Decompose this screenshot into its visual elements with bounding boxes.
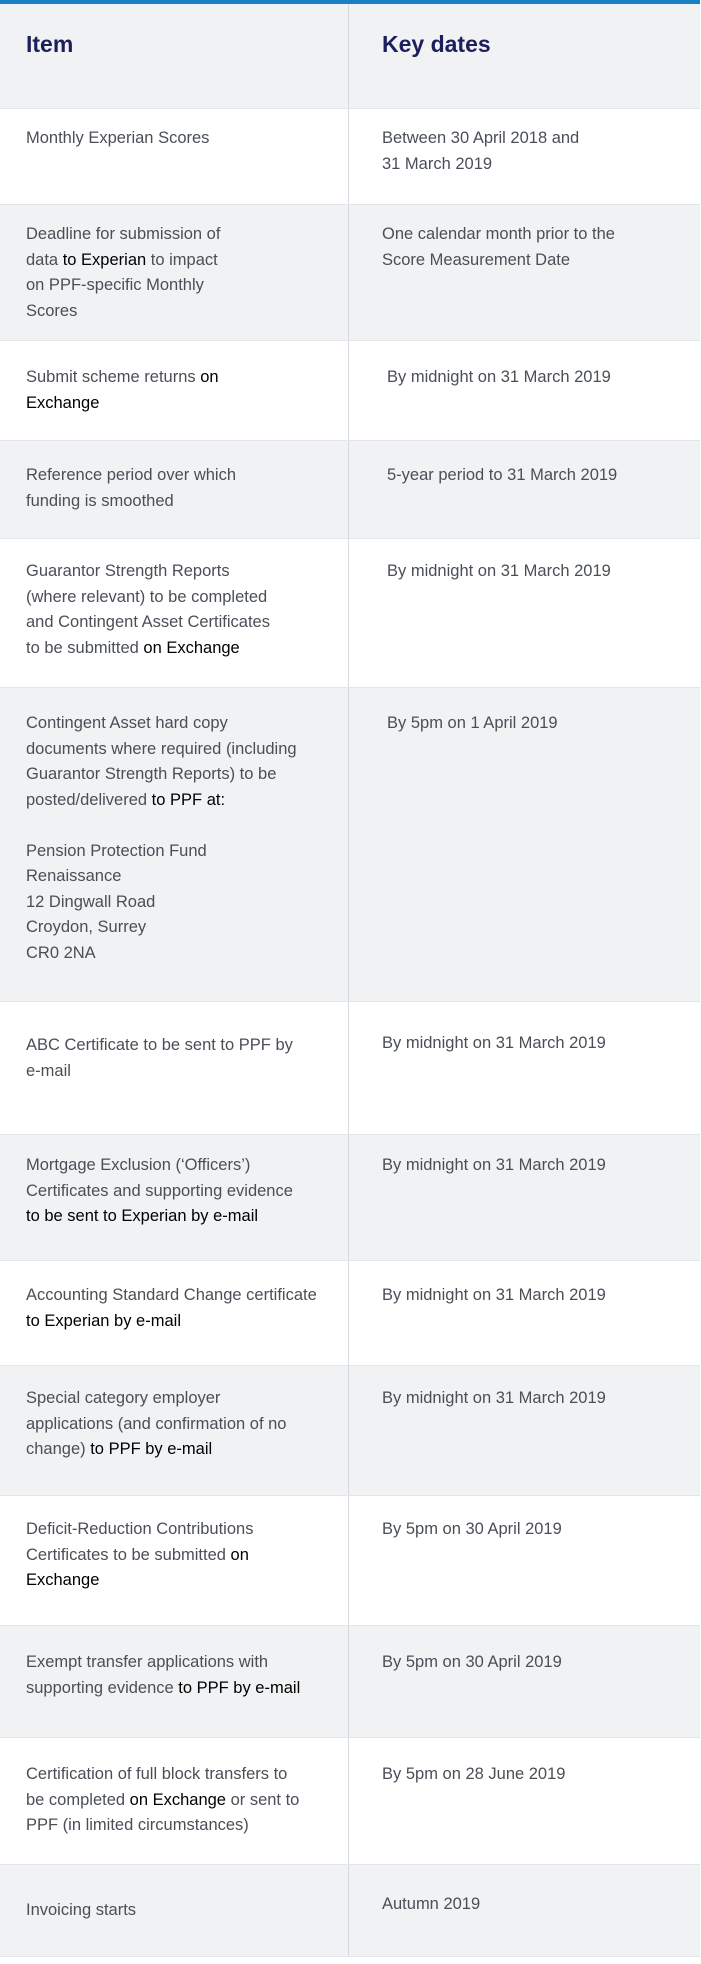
table-row <box>0 1002 700 1135</box>
address-line: Renaissance <box>26 867 122 885</box>
date-cell: By 5pm on 30 April 2019 <box>382 1653 562 1671</box>
item-cell: Contingent Asset hard copy documents where required (including Guarantor Strength Reports) to be posted/delivered to PPF at: Pension Protection Fund Renaissance 12 Dingwall Road Croydon, Surrey CR0 2NA <box>0 688 349 1001</box>
table-row <box>0 109 700 205</box>
table-row <box>0 205 700 341</box>
address-line: Croydon, Surrey <box>26 918 147 936</box>
date-cell: By midnight on 31 March 2019 <box>382 1034 606 1052</box>
table-row <box>0 341 700 441</box>
date-cell: By midnight on 31 March 2019 <box>387 562 611 580</box>
date-cell: By midnight on 31 March 2019 <box>382 1286 606 1304</box>
table-row <box>0 1865 700 1957</box>
table-row <box>0 539 700 688</box>
date-cell: By 5pm on 30 April 2019 <box>382 1520 562 1538</box>
table-row <box>0 441 700 539</box>
item-cell: Submit scheme returns on Exchange <box>0 341 349 440</box>
item-cell: Deadline for submission of data to Experian to impact on PPF-specific Monthly Scores <box>0 205 349 340</box>
date-cell: Autumn 2019 <box>382 1895 481 1913</box>
table-row <box>0 1261 700 1366</box>
date-cell: By midnight on 31 March 2019 <box>382 1156 606 1174</box>
table-row <box>0 1738 700 1865</box>
item-cell: ABC Certificate to be sent to PPF by e-mail <box>0 1002 349 1134</box>
item-cell: Special category employer applications (and confirmation of no change) to PPF by e-mail <box>0 1366 349 1495</box>
date-cell: By midnight on 31 March 2019 <box>387 368 611 386</box>
table-row <box>0 1366 700 1496</box>
item-cell: Guarantor Strength Reports (where relevant) to be completed and Contingent Asset Certificates to be submitted on Exchange <box>0 539 349 687</box>
table-row <box>0 1135 700 1261</box>
item-cell: Certification of full block transfers to be completed on Exchange or sent to PPF (in limited circumstances) <box>0 1738 349 1864</box>
address-line: 12 Dingwall Road <box>26 892 156 911</box>
header-key-dates: Key dates <box>382 31 491 57</box>
item-cell: Invoicing starts <box>0 1865 349 1956</box>
item-cell: Accounting Standard Change certificate to Experian by e-mail <box>0 1261 349 1365</box>
date-cell: By 5pm on 28 June 2019 <box>382 1765 566 1783</box>
header-item: Item <box>0 4 349 108</box>
table-row <box>0 1496 700 1626</box>
table-row <box>0 688 700 1002</box>
item-cell: Mortgage Exclusion (‘Officers’) Certificates and supporting evidence to be sent to Experian by e-mail <box>0 1135 349 1260</box>
address-line: CR0 2NA <box>26 943 96 962</box>
item-cell: Deficit-Reduction Contributions Certificates to be submitted on Exchange <box>0 1496 349 1625</box>
date-cell: Between 30 April 2018 and 31 March 2019 <box>382 129 580 173</box>
date-cell: 5-year period to 31 March 2019 <box>387 466 618 484</box>
table-row <box>0 1626 700 1738</box>
item-cell: Reference period over which funding is smoothed <box>0 441 349 538</box>
date-cell: By 5pm on 1 April 2019 <box>387 714 558 732</box>
date-cell: By midnight on 31 March 2019 <box>382 1389 606 1407</box>
table-header <box>0 4 700 109</box>
item-cell: Monthly Experian Scores <box>0 109 349 204</box>
date-cell: One calendar month prior to the Score Measurement Date <box>382 225 615 269</box>
item-cell: Exempt transfer applications with supporting evidence to PPF by e-mail <box>0 1626 349 1737</box>
address-line: Pension Protection Fund <box>26 841 207 860</box>
